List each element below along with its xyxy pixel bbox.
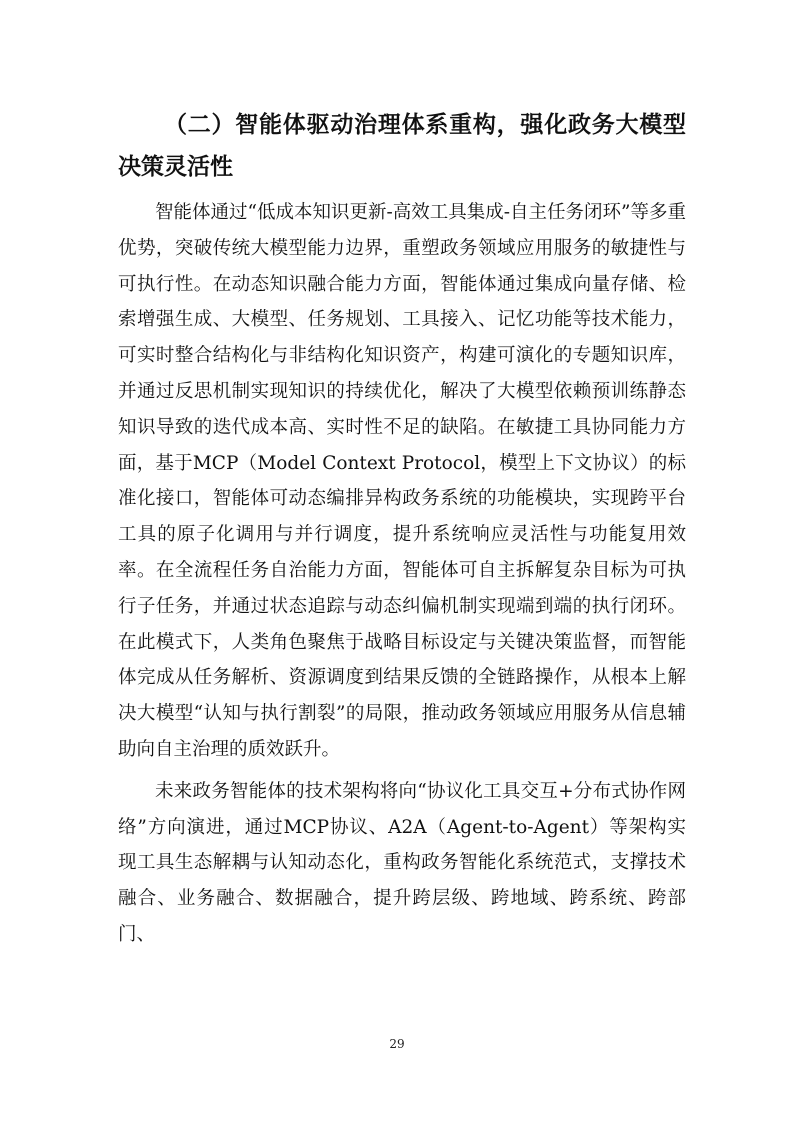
page-number: 29 [389,1037,405,1051]
section-heading: （二）智能体驱动治理体系重构，强化政务大模型决策灵活性 [118,111,686,180]
paragraph-1: 智能体通过“低成本知识更新-高效工具集成-自主任务闭环”等多重优势，突破传统大模型能力边界，重塑政务领域应用服务的敏捷性与可执行性。在动态知识融合能力方面，智能体通过集成向量存储、检索增强生成、大模型、任务规划、工具接入、记忆功能等技术能力，可实时整合结构化与非结构化知识资产，构建可演化的专题知识库，并通过反思机制实现知识的持续优化，解决了大模型依赖预训练静态知识导致的迭代成本高、实时性不足的缺陷。在敏捷工具协同能力方面，基于MCP（Model Context Protocol，模型上下文协议）的标准化接口，智能体可动态编排异构政务系统的功能模块，实现跨平台工具的原子化调用与并行调度，提升系统响应灵活性与功能复用效率。在全流程任务自治能力方面，智能体可自主拆解复杂目标为可执行子任务，并通过状态追踪与动态纠偏机制实现端到端的执行闭环。在此模式下，人类角色聚焦于战略目标设定与关键决策监督，而智能体完成从任务解析、资源调度到结果反馈的全链路操作，从根本上解决大模型“认知与执行割裂”的局限，推动政务领域应用服务从信息辅助向自主治理的质效跃升。 [118,202,686,760]
body-text [118,195,686,959]
paragraph-2: 未来政务智能体的技术架构将向“协议化工具交互+分布式协作网络”方向演进，通过MCP协议、A2A（Agent-to-Agent）等架构实现工具生态解耦与认知动态化，重构政务智能化系统范式，支撑技术融合、业务融合、数据融合，提升跨层级、跨地域、跨系统、跨部门、 [118,780,686,945]
